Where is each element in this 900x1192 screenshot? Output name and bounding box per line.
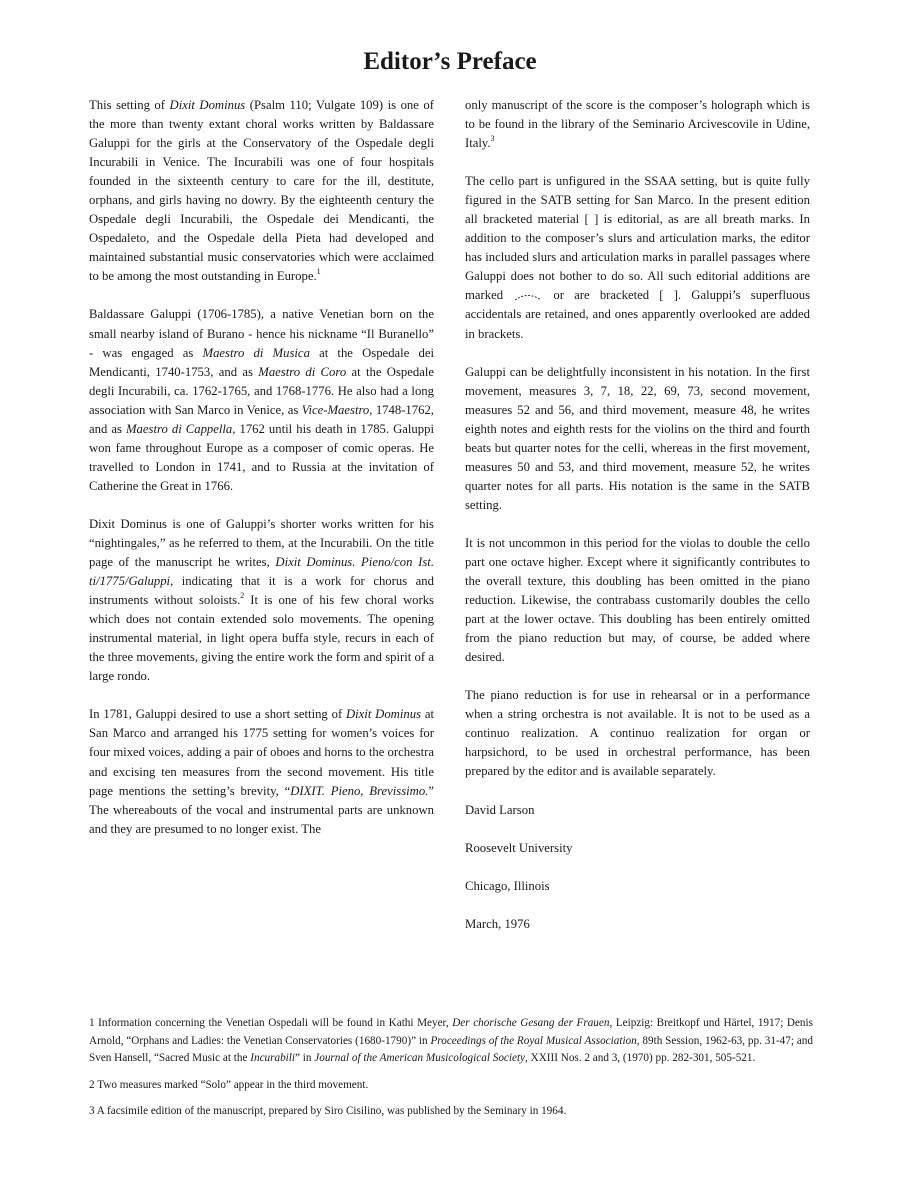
italic-title: Maestro di Coro [258, 364, 347, 379]
text-run: at the Ospedale degli Incurabili, ca. 1762-1765, and 1768-1776. He also had a long association with San Marco in Venice, as [89, 364, 434, 417]
paragraph-manuscript [465, 96, 810, 153]
paragraph-editorial-method [465, 172, 810, 343]
footnote-ref-1: 1 [316, 267, 321, 277]
text-run: , 1748-1762, and as [89, 402, 434, 436]
footnote-ref-3: 3 [490, 134, 495, 144]
footnote-3: 3 A facsimile edition of the manuscript, prepared by Siro Cisilino, was published by the Seminary in 1964. [89, 1105, 567, 1118]
text-run: ” The whereabouts of the vocal and instrumental parts are unknown and they are presumed to no longer exist. The [89, 783, 434, 836]
paragraph-biography [89, 305, 434, 495]
text-run: only manuscript of the score is the composer’s holograph which is to be found in the library of the Seminario Arcivescovile in Udine, Italy. [465, 98, 810, 151]
paragraph-introduction [89, 96, 434, 286]
editor-signature [465, 801, 810, 934]
italic-title: Journal of the American Musicological Society [314, 1052, 526, 1065]
text-run: It is one of his few choral works which does not contain extended solo movements. The opening instrumental material, in light opera buffa style, recurs in each of the three movements, giving the entire work the form and spirit of a large rondo. [89, 593, 434, 684]
text-run: at San Marco and arranged his 1775 setting for women’s voices for four mixed voices, adding a pair of oboes and horns to the orchestra and excising ten measures from the second movement. His title page mentions the setting’s brevity, “ [89, 707, 434, 798]
italic-title: Maestro di Cappella [125, 421, 233, 436]
left-column [89, 96, 434, 858]
italic-title: Maestro di Musica [202, 345, 310, 360]
footnote-1 [89, 1015, 813, 1068]
right-column [465, 96, 810, 953]
italic-title: Der chorische Gesang der Frauen [452, 1017, 610, 1029]
page-title: Editor’s Preface [363, 48, 537, 75]
text-run: The cello part is unfigured in the SSAA setting, but is quite fully figured in the SATB setting for San Marco. In the present edition all bracketed material [ ] is editorial, as are all breath marks. In addition to the composer’s slurs and articulation marks, the editor has included slurs and articulation marks in parallel passages where Galuppi does not bother to do so. All such editorial additions are marked [465, 174, 810, 303]
italic-title: Vice-Maestro [301, 402, 370, 417]
text-run: ” in [295, 1052, 315, 1065]
paragraph-san-marco [89, 705, 434, 838]
text-run: , XXIII Nos. 2 and 3, (1970) pp. 282-301, 505-521. [525, 1052, 756, 1065]
italic-title: Dixit Dominus. Pieno/con Ist. ti/1775/Galuppi [89, 555, 434, 589]
signature-institution: Roosevelt University [465, 840, 573, 855]
text-run: at the Ospedale dei Mendicanti, 1740-1753, and as [89, 345, 434, 379]
paragraph-doubling: It is not uncommon in this period for the violas to double the cello part one octave higher. Except where it significantly contributes to the overall texture, this doubling has been omitted in the piano reduction. Likewise, the contrabass customarily doubles the cello part at the lower octave. This doubling has been entirely omitted from the piano reduction but may, of course, be added where desired. [465, 535, 810, 665]
text-run: (Psalm 110; Vulgate 109) is one of the more than twenty extant choral works written by Baldassare Galuppi for the girls at the Conservatory of the Ospedale degli Incurabili in Venice. The Incurabili was one of four hospitals founded in the sixteenth century to care for the ill, destitute, orphans, and girls having no dowry. By the eighteenth century the Ospedale degli Incurabili, the Ospedale dei Mendicanti, the Ospedaleto, and the Ospedale della Pieta had developed and maintained substantial music conservatories which were acclaimed to be among the most outstanding in Europe. [89, 98, 434, 284]
italic-title: Dixit Dominus [345, 707, 421, 722]
text-run: or are bracketed [ ]. Galuppi’s superfluous accidentals are retained, and ones apparently overlooked are added in brackets. [465, 288, 811, 341]
text-run: Dixit Dominus is one of Galuppi’s shorter works written for his “nightingales,” as he referred to them, at the Incurabili. On the title page of the manuscript he writes, [89, 516, 434, 570]
signature-name: David Larson [465, 802, 535, 817]
dashed-slur-icon [513, 292, 543, 302]
text-run: In 1781, Galuppi desired to use a short setting of [89, 707, 346, 722]
footnote-ref-2: 2 [240, 591, 245, 601]
italic-title: Incurabili [250, 1052, 295, 1065]
paragraph-work-description [89, 515, 434, 686]
italic-title: Dixit Dominus [169, 98, 246, 112]
footnote-2: 2 Two measures marked “Solo” appear in the third movement. [89, 1078, 369, 1091]
paragraph-notation: Galuppi can be delightfully inconsistent in his notation. In the first movement, measures 3, 7, 18, 22, 69, 73, second movement, measures 52 and 56, and third movement, measure 48, he writes eighth notes and eighth rests for the violins on the third and fourth beats but quarter notes for the celli, whereas in the first movement, measures 50 and 53, and third movement, measure 52, he writes quarter notes for all parts. His notation is the same in the SATB setting. [465, 364, 810, 512]
italic-title: Proceedings of the Royal Musical Association [430, 1034, 637, 1047]
signature-location: Chicago, Illinois [465, 878, 550, 893]
text-run: , Leipzig: Breitkopf und Härtel, 1917; Denis Arnold, “Orphans and Ladies: the Venetian Conservatories (1680-1790)” in [89, 1017, 813, 1047]
paragraph-piano-reduction: The piano reduction is for use in rehearsal or in a performance when a string orchestra is not available. It is not to be used as a continuo realization. A continuo realization for organ or harpsichord, to be used in orchestral performance, has been prepared by the editor and is available separately. [465, 688, 810, 779]
text-run: , 1762 until his death in 1785. Galuppi won fame throughout Europe as a composer of comic operas. He travelled to London in 1741, and to Russia at the invitation of Catherine the Great in 1766. [89, 421, 434, 493]
text-run: Baldassare Galuppi (1706-1785), a native Venetian born on the small nearby island of Burano - hence his nickname “Il Buranello” - was engaged as [89, 307, 434, 360]
signature-date: March, 1976 [465, 916, 530, 931]
text-run: 1 Information concerning the Venetian Ospedali will be found in Kathi Meyer, [89, 1017, 453, 1029]
text-run: , indicating that it is a work for chorus and instruments without soloists. [89, 574, 434, 608]
text-run: , 89th Session, 1962-63, pp. 31-47; and Sven Hansell, “Sacred Music at the [89, 1034, 813, 1065]
footnotes [89, 1015, 813, 1130]
italic-title: DIXIT. Pieno, Brevissimo. [290, 783, 429, 798]
text-run: This setting of [89, 98, 170, 112]
